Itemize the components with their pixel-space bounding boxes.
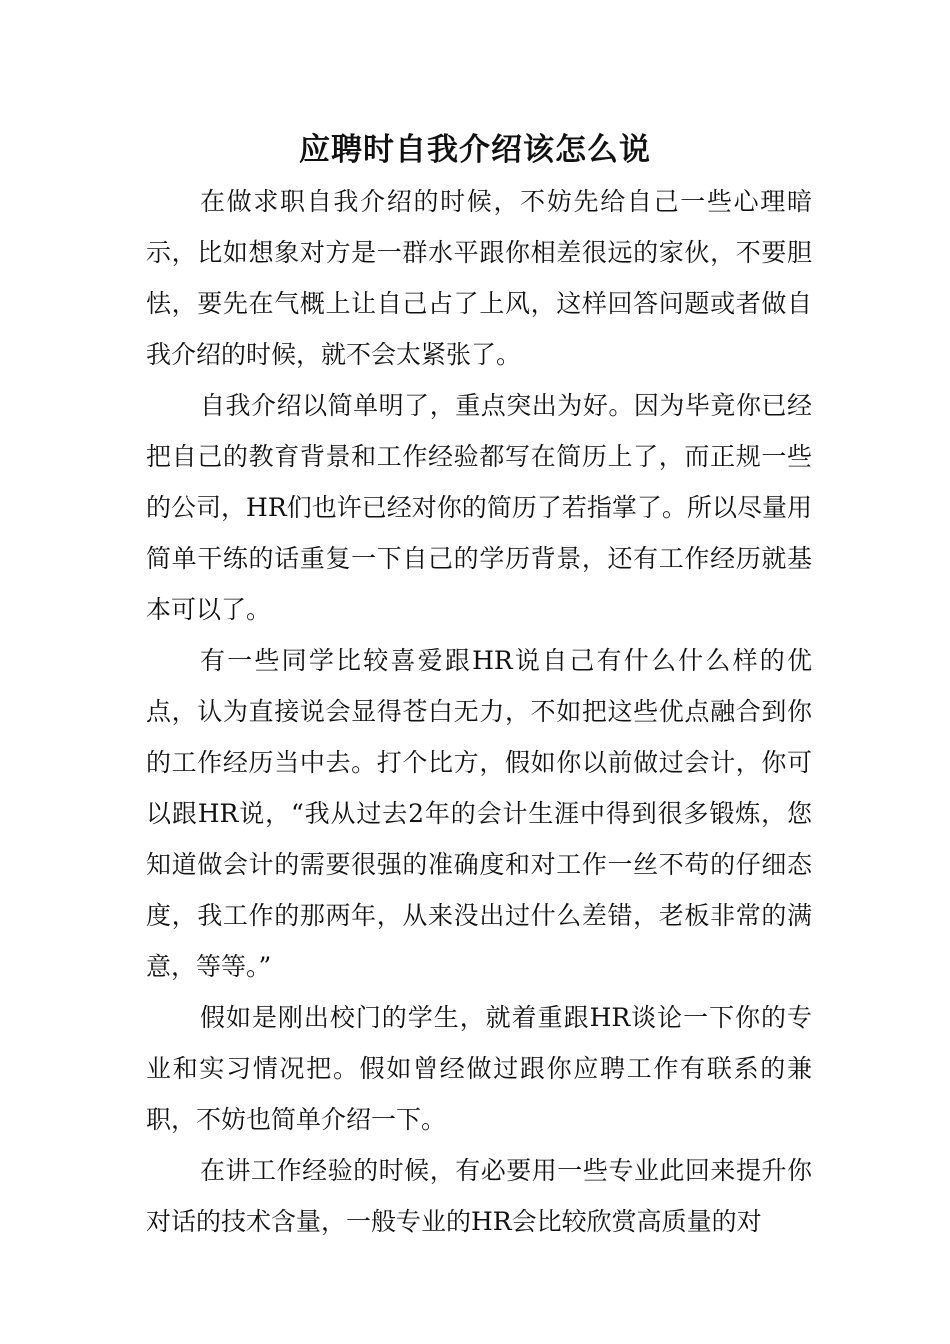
document-body	[146, 176, 812, 1247]
paragraph-3: 有一些同学比较喜爱跟HR说自己有什么什么样的优点，认为直接说会显得苍白无力，不如把这些优点融合到你的工作经历当中去。打个比方，假如你以前做过会计，你可以跟HR说，“我从过去2年的会计生涯中得到很多锻炼，您知道做会计的需要很强的准确度和对工作一丝不苟的仔细态度，我工作的那两年，从来没出过什么差错，老板非常的满意，等等。”	[146, 646, 812, 981]
paragraph-5: 在讲工作经验的时候，有必要用一些专业此回来提升你对话的技术含量，一般专业的HR会比较欣赏高质量的对	[146, 1156, 812, 1236]
paragraph-1: 在做求职自我介绍的时候，不妨先给自己一些心理暗示，比如想象对方是一群水平跟你相差很远的家伙，不要胆怯，要先在气概上让自己占了上风，这样回答问题或者做自我介绍的时候，就不会太紧张了。	[146, 187, 812, 369]
paragraph-2: 自我介绍以简单明了，重点突出为好。因为毕竟你已经把自己的教育背景和工作经验都写在简历上了，而正规一些的公司，HR们也许已经对你的简历了若指掌了。所以尽量用简单干练的话重复一下自己的学历背景，还有工作经历就基本可以了。	[146, 391, 812, 624]
document-title: 应聘时自我介绍该怎么说	[299, 132, 651, 168]
paragraph-4: 假如是刚出校门的学生，就着重跟HR谈论一下你的专业和实习情况把。假如曾经做过跟你应聘工作有联系的兼职，不妨也简单介绍一下。	[146, 1003, 812, 1134]
